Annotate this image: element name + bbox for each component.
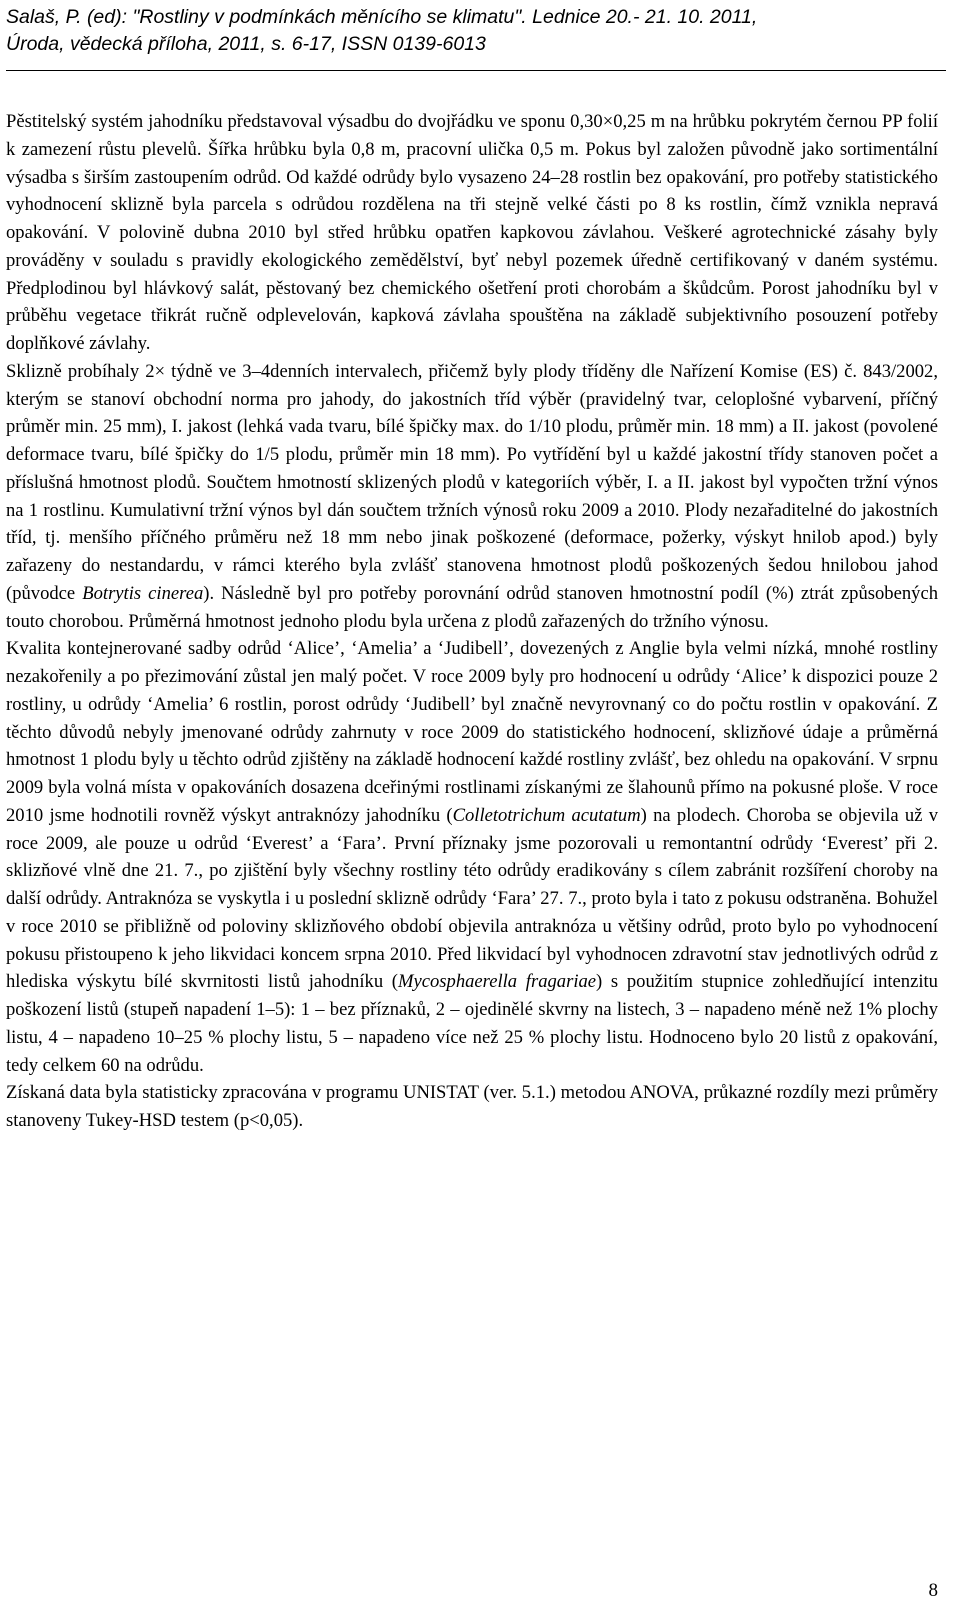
paragraph-harvest-grading bbox=[6, 358, 938, 636]
paragraph-text: Sklizně probíhaly 2× týdně ve 3–4denních intervalech, přičemž byly plody tříděny dle Nařízení Komise (ES) č. 843/2002, kterým se stanoví obchodní norma pro jahody, do jakostních tříd výběr (pravidelný tvar, celoplošné vybarvení, příčný průměr min. 25 mm), I. jakost (lehká vada tvaru, bílé špičky max. do 1/10 plodu, průměr min. 18 mm) a II. jakost (povolené deformace tvaru, bílé špičky do 1/5 plodu, průměr min 18 mm). Po vytřídění byl u každé jakostní třídy stanoven počet a příslušná hmotnost plodů. Součtem hmotností sklizených plodů v kategoriích výběr, I. a II. jakost byl vypočten tržní výnos na 1 rostlinu. Kumulativní tržní výnos byl dán součtem tržních výnosů roku 2009 a 2010. Plody nezařaditelné do jakostních tříd, tj. menšího příčného průměru než 18 mm nebo jinak poškozené (deformace, požerky, výskyt hnilob apod.) byly zařazeny do nestandardu, v rámci kterého byla zvlášť stanovena hmotnost plodů poškozených šedou hnilobou jahod (původce bbox=[6, 360, 938, 604]
paragraph-cultivation-system bbox=[6, 108, 938, 358]
article-body bbox=[6, 108, 938, 1135]
species-name-italic: Botrytis cinerea bbox=[82, 582, 204, 604]
paragraph-text: Kvalita kontejnerované sadby odrůd ‘Alice’, ‘Amelia’ a ‘Judibell’, dovezených z Anglie byla velmi nízká, mnohé rostliny nezakořenily a po přezimování zůstal jen malý počet. V roce 2009 byly pro hodnocení u odrůdy ‘Alice’ k dispozici pouze 2 rostliny, u odrůdy ‘Amelia’ 6 rostlin, porost odrůdy ‘Judibell’ byl značně nevyrovnaný co do počtu rostlin v opakování. Z těchto důvodů nebyly jmenované odrůdy zahrnuty v roce 2009 do statistického hodnocení, sklizňové údaje a průměrná hmotnost 1 plodu byly u těchto odrůd zjištěny na základě hodnocení každé rostliny zvlášť, bez ohledu na opakování. V srpnu 2009 byla volná místa v opakováních dosazena dceřinými rostlinami získanými ze šlahounů přímo na pokusné ploše. V roce 2010 jsme hodnotili rovněž výskyt antraknózy jahodníku ( bbox=[6, 638, 938, 826]
header-citation-line-2: Úroda, vědecká příloha, 2011, s. 6-17, ISSN 0139-6013 bbox=[6, 33, 486, 55]
paragraph-text: Pěstitelský systém jahodníku představoval výsadbu do dvojřádku ve sponu 0,30×0,25 m na hrůbku pokrytém černou PP folií k zamezení růstu plevelů. Šířka hrůbku byla 0,8 m, pracovní ulička 0,5 m. Pokus byl založen původně jako sortimentální výsadba s širším zastoupením odrůd. bbox=[6, 111, 938, 188]
paragraph-text: V polovině dubna 2010 byl střed hrůbku opatřen kapkovou závlahou. bbox=[88, 222, 655, 243]
paragraph-statistics: Získaná data byla statisticky zpracována v programu UNISTAT (ver. 5.1.) metodou ANOVA, průkazné rozdíly mezi průměry stanoveny Tukey-HSD testem (p<0,05). bbox=[6, 1082, 938, 1131]
header-citation-line-1: Salaš, P. (ed): "Rostliny v podmínkách měnícího se klimatu". Lednice 20.- 21. 10. 2011, bbox=[6, 6, 758, 28]
paragraph-text: Od každé odrůdy bylo vysazeno 24–28 rostlin bez opakování, pro potřeby statistického vyhodnocení sklizně byla parcela s odrůdou rozdělena na tři stejně velké části po 8 ks rostlin, čímž vznikla nepravá opakování. bbox=[6, 166, 938, 243]
paragraph-planting-quality bbox=[6, 635, 938, 1079]
paragraph-text: ) na plodech. Choroba se objevila už v roce 2009, ale pouze u odrůd ‘Everest’ a ‘Fara’. První příznaky jsme pozorovali u remontantní odrůdy ‘Everest’ při 2. sklizňové vlně dne 21. 7., po zjištění byly všechny rostliny této odrůdy eradikovány s cílem zabránit rozšíření choroby na další odrůdy. Antraknóza se vyskytla i u poslední sklizně odrůdy ‘Fara’ 27. 7., proto byla i tato z pokusu odstraněna. Bohužel v roce 2010 se přibližně od poloviny sklizňového období objevila antraknóza u většiny odrůd, proto bylo po vyhodnocení pokusu přistoupeno k jeho likvidaci koncem srpna 2010. Před likvidací byl vyhodnocen zdravotní stav jednotlivých odrůd z hlediska výskytu bílé skvrnitosti listů jahodníku ( bbox=[6, 804, 939, 993]
header-divider bbox=[6, 70, 946, 71]
paragraph-text: ). Následně byl pro potřeby porovnání odrůd stanoven hmotnostní podíl (%) ztrát způsobených touto chorobou. Průměrná hmotnost jednoho plodu byla určena z plodů zařazených do tržního výnosu. bbox=[6, 582, 939, 632]
paragraph-text: Porost jahodníku byl v průběhu vegetace třikrát ručně odplevelován, kapková závlaha spouštěna na základě subjektivního posouzení potřeby doplňkové závlahy. bbox=[6, 277, 939, 354]
paragraph-text: ) s použitím stupnice zohledňující intenzitu poškození listů (stupeň napadení 1–5): 1 – bez příznaků, 2 – ojedinělé skvrny na listech, 3 – napadeno méně než 1% plochy listu, 4 – napadeno 10–25 % plochy listu, 5 – napadeno více než 25 % plochy listu. Hodnoceno bylo 20 listů z opakování, tedy celkem 60 na odrůdu. bbox=[6, 971, 938, 1076]
species-name-italic: Mycosphaerella fragariae bbox=[398, 971, 597, 993]
page-number: 8 bbox=[928, 1580, 938, 1601]
species-name-italic: Colletotrichum acutatum bbox=[452, 804, 641, 826]
running-header bbox=[6, 4, 946, 58]
paragraph-text: Veškeré agrotechnické zásahy byly prováděny v souladu s pravidly ekologického zemědělství, byť nebyl pozemek úředně certifikovaný v daném systému. bbox=[6, 222, 938, 271]
paragraph-text: Předplodinou byl hlávkový salát, pěstovaný bez chemického ošetření proti chorobám a škůdcům. bbox=[6, 277, 755, 299]
